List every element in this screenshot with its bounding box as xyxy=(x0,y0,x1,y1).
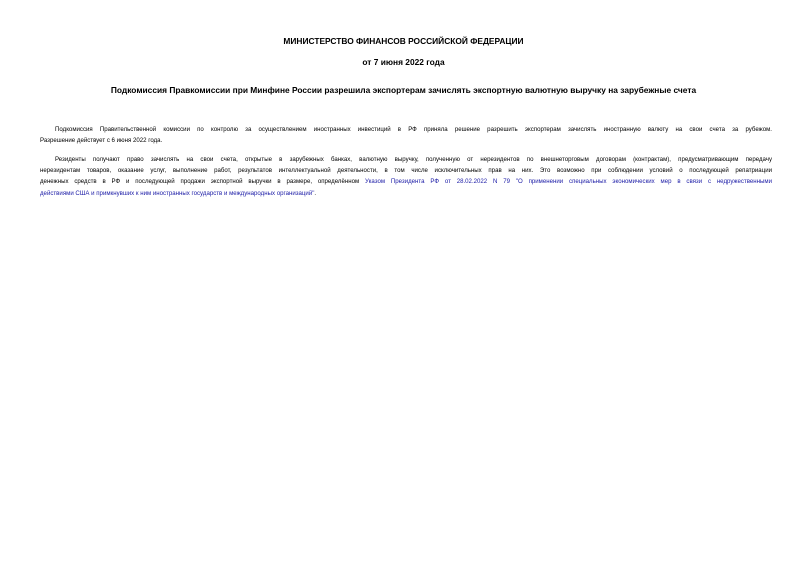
paragraph-line: нерезидентам товаров, оказание услуг, выполнение работ, результатов интеллектуальной деятельности, в том числе исключительных прав на них. Это возможно при соблюдении условий о последующей репатриации xyxy=(40,167,772,175)
paragraph-text: . xyxy=(314,189,317,197)
document-title: Подкомиссия Правкомиссии при Минфине России разрешила экспортерам зачислять экспортную валютную выручку на зарубежные счета xyxy=(110,85,697,95)
paragraph-line xyxy=(40,176,772,187)
decree-link[interactable]: Указом Президента РФ от 28.02.2022 N 79 "О применении специальных экономических мер в связи с недружественными xyxy=(365,178,772,186)
paragraph-line: Подкомиссия Правительственной комиссии по контролю за осуществлением иностранных инвестиций в РФ приняла решение разрешить экспортерам зачислять иностранную валюту на свои счета за рубежом. xyxy=(55,126,772,133)
paragraph-residents xyxy=(40,154,772,199)
paragraph-text: денежных средств в РФ и последующей продажи экспортной выручки в размере, определённом xyxy=(40,178,360,186)
paragraph-line: Резиденты получают право зачислять на свои счета, открытые в зарубежных банках, валютную выручку, полученную от нерезидентов по внешнеторговым договорам (контрактам), предусматривающим передачу xyxy=(55,156,772,163)
document-date: от 7 июня 2022 года xyxy=(362,57,445,67)
paragraph-line: Разрешение действует с 6 июня 2022 года. xyxy=(40,137,163,145)
decree-link-continuation[interactable]: действиями США и примкнувших к ним иностранных государств и международных организаций" xyxy=(40,189,315,197)
paragraph-decision xyxy=(40,124,772,146)
paragraph-line xyxy=(40,188,772,199)
ministry-heading: МИНИСТЕРСТВО ФИНАНСОВ РОССИЙСКОЙ ФЕДЕРАЦИИ xyxy=(283,36,524,46)
